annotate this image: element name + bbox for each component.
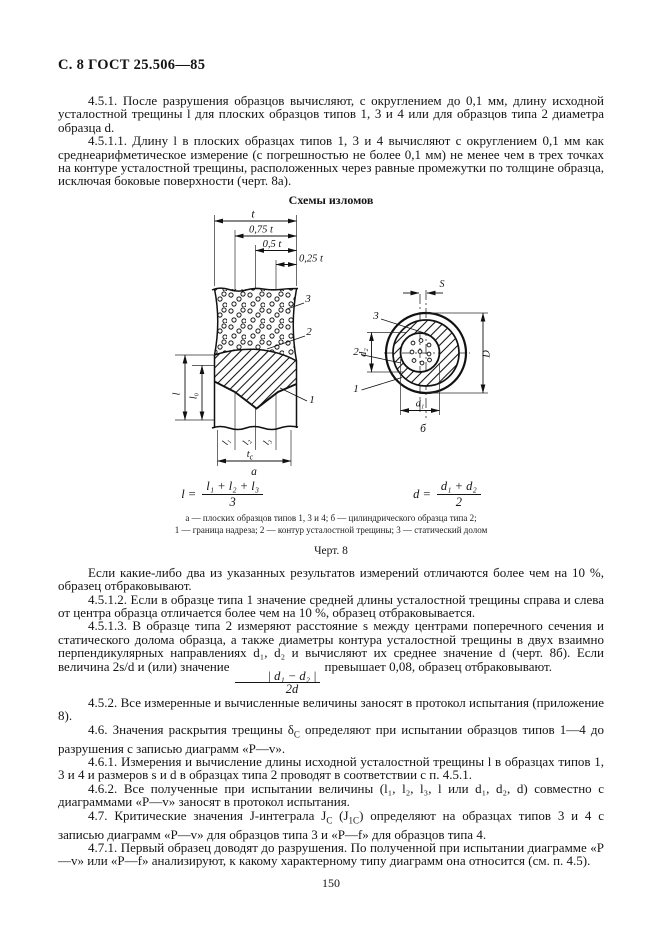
bottom-dimensions [218,436,292,478]
cylindrical-specimen-scheme [353,279,492,435]
static-fracture-dots [410,338,431,364]
flat-specimen-scheme [171,208,325,478]
page-header: С. 8 ГОСТ 25.506—85 [58,57,206,73]
callout-2-label: 2 [353,345,359,358]
callout-3-label: 3 [373,309,379,322]
crack-length-dimensions [171,355,215,420]
dim-l0-label: l₀ [188,392,200,399]
formula-l-lhs: l = [181,486,197,501]
paragraph-4-6-2: 4.6.2. Все полученные при испытании величины (l₁, l₂, l₃, l или d₁, d₂, d) совместно с диаграммами «P—v» заносят в протокол испытания. [58,780,604,810]
subfigure-b-label: б [420,422,426,435]
figure-title: Схемы изломов [288,192,374,207]
callout-3-label: 3 [305,292,311,305]
delta-c-subscript: C [293,729,300,740]
dim-l-label: l [170,392,183,396]
fracture-schemes-drawing [157,208,505,480]
figure-caption-line2: 1 — граница надреза; 2 — контур усталостной трещины; 3 — статический долом [174,525,488,536]
dim-075t-label: 0,75 t [249,224,273,236]
figure-chert-8 [58,208,604,480]
dim-s-label: S [439,278,445,290]
formula-d-fraction: $\frac{\text{d₁ + d₂}}{2}$ [437,480,481,509]
width-dimensions [215,208,325,264]
callout-2-label: 2 [306,325,312,338]
paragraph-4-5-1-3-text-b: превышает 0,08, образец отбраковывают. [324,658,553,674]
dim-025t-label: 0,25 t [299,253,323,265]
paragraph-4-5-1-3-text-a: 4.5.1.3. В образце типа 2 измеряют расстояние s между центрами поперечного сечения и статического долома образца, а также диаметры контура усталостной трещины в двух взаимно перпендикулярных направлениях d₁, d₂ и вычисляют их среднее значение d (черт. 8б). Если величина 2s/d и (или) значение [58,618,604,674]
callout-1-label: 1 [309,393,315,406]
page-number: 150 [322,875,340,890]
dim-05t-label: 0,5 t [262,238,282,250]
paragraph-4-5-1-2: 4.5.1.2. Если в образце типа 1 значение средней длины усталостной трещины справа и слева от центра образца отличается более чем на 10 %, образец отбраковывается. [58,591,604,621]
figure-caption-line1: а — плоских образцов типов 1, 3 и 4; б — цилиндрического образца типа 2; [185,512,477,523]
callout-1-label: 1 [353,382,359,395]
dim-tc-label: $t_с$ [246,448,254,462]
formula-d [413,480,481,509]
paragraph-measure-rule: Если какие-либо два из указанных результатов измерений отличаются более чем на 10 %, образец отбраковывают. [58,564,604,594]
figure-caption [58,512,604,537]
formula-l [181,480,263,509]
paragraph-4-5-1: 4.5.1. После разрушения образцов вычисляют, с округлением до 0,1 мм, длину исходной усталостной трещины l для плоских образцов типов 1, 3 и 4 или для образцов типа 2 диаметра образца d. [58,93,604,135]
inline-fraction: $\frac{\text{| d₁ − d₂ |}}{2d}$ [235,670,320,696]
section-l3-label: l₃ [261,436,274,447]
paragraph-4-5-2: 4.5.2. Все измеренные и вычисленные величины заносят в протокол испытания (приложение 8). [58,694,604,724]
j-1c-subscript: 1C [348,815,360,826]
paragraph-4-6: 4.6. Значения раскрытия трещины $\delta_C$ определяют при испытании образцов типов 1—4 до разрушения с записью диаграмм «P—v». [58,721,604,756]
section-l1-label: l₁ [220,436,233,447]
paragraph-4-7-1: 4.7.1. Первый образец доводят до разрушения. По полученной при испытании диаграмме «P—v» или «P—f» анализируют, к какому характерному типу диаграмм она относится (см. п. 4.5). [58,839,604,869]
paragraph-4-5-1-3 [58,619,604,695]
dim-t-label: t [251,208,255,221]
formula-l-fraction: $\frac{\text{l₁ + l₂ + l₃}}{3}$ [202,480,263,509]
dim-d2-label: d₂ [358,348,369,357]
section-l2-label: l₂ [241,436,254,447]
s-offset-dimension [403,279,445,293]
j-c-subscript: C [326,815,333,826]
paragraph-4-7: 4.7. Критические значения J-интеграла $J_C$ $(J_{1C})$ определяют на образцах типов 3 и 4 с записью диаграмм «P—v» для образцов типа 3 и «P—f» для образцов типа 4. [58,807,604,842]
paragraph-4-5-1-1: 4.5.1.1. Длину l в плоских образцах типов 1, 3 и 4 вычисляют с округлением 0,1 мм как среднеарифметическое измерение (с погрешностью не более 0,1 мм) не менее чем в трех точках на контуре усталостной трещины, расположенных через равные промежутки по толщине образца, исключая боковые поверхности (черт. 8а). [58,133,604,189]
fatigue-crack-region [215,349,297,408]
dim-D-label: D [481,350,493,358]
formula-d-lhs: d = [413,486,431,501]
formula-row [58,480,604,509]
figure-number: Черт. 8 [314,544,348,557]
paragraph-4-6-1: 4.6.1. Измерения и вычисление длины исходной усталостной трещины l в образцах типов 1, 3 и 4 и размеров s и d в образцах типа 2 проводят в соответствии с п. 4.5.1. [58,753,604,783]
dim-d1-label: d₁ [415,398,425,410]
subfigure-a-label: а [251,465,257,478]
